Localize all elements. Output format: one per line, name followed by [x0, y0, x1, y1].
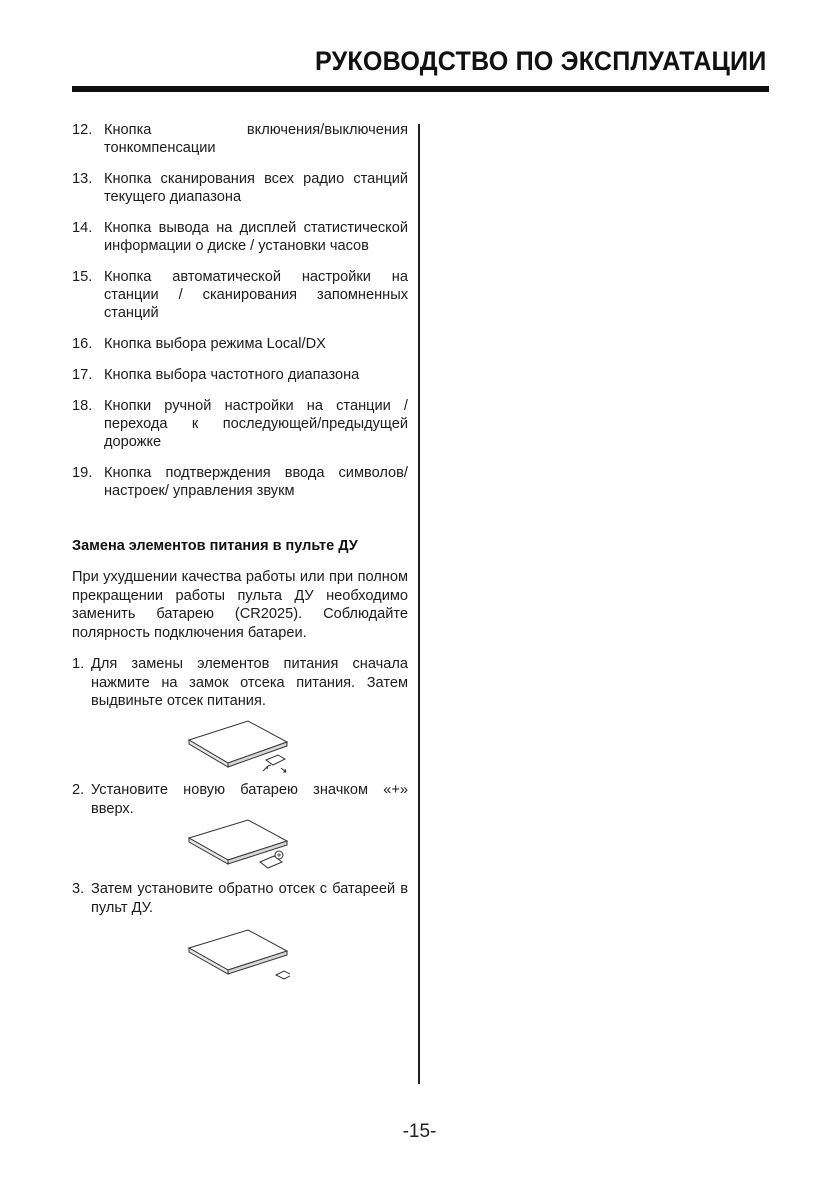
header-rule: [72, 86, 769, 92]
list-item: [72, 335, 408, 353]
list-item: [72, 366, 408, 384]
list-item-number: 18.: [72, 398, 93, 414]
list-item-number: 14.: [72, 220, 93, 236]
list-item: [72, 397, 408, 451]
list-item-text: Кнопка подтверждения ввода символов/ настроек/ управления звукм: [104, 465, 408, 499]
section-title: Замена элементов питания в пульте ДУ: [72, 538, 358, 554]
list-item-number: 17.: [72, 367, 93, 383]
list-item-number: 16.: [72, 336, 93, 352]
list-item-text: Кнопка выбора режима Local/DX: [104, 336, 326, 352]
list-item-number: 15.: [72, 269, 93, 285]
step-number: 2.: [72, 782, 85, 798]
page-number: -15-: [402, 1121, 437, 1142]
remote-battery-reinsert-illustration: [186, 928, 290, 988]
list-item: [72, 121, 408, 157]
list-item-text: Кнопка вывода на дисплей статистической информации о диске / установки часов: [104, 220, 408, 254]
step-item: [72, 655, 408, 711]
list-item-text: Кнопка автоматической настройки на станции / сканирования запомненных станций: [104, 269, 408, 321]
list-item-text: Кнопки ручной настройки на станции / перехода к последующей/предыдущей дорожке: [104, 398, 408, 450]
step-item: [72, 880, 408, 917]
button-list: [72, 121, 408, 513]
list-item-number: 13.: [72, 171, 93, 187]
list-item-text: Кнопка выбора частотного диапазона: [104, 367, 360, 383]
step-text: Установите новую батарею значком «+» вверх.: [91, 782, 408, 817]
list-item-text: Кнопка сканирования всех радио станций текущего диапазона: [104, 171, 408, 205]
step-number: 3.: [72, 881, 85, 897]
step-text: Затем установите обратно отсек с батареей в пульт ДУ.: [91, 881, 408, 916]
remote-battery-insert-illustration: [186, 818, 290, 878]
step-text: Для замены элементов питания сначала нажмите на замок отсека питания. Затем выдвиньте отсек питания.: [91, 656, 408, 709]
list-item: [72, 219, 408, 255]
list-item: [72, 170, 408, 206]
column-divider: [418, 124, 420, 1084]
list-item-number: 12.: [72, 122, 93, 138]
section-intro: При ухудшении качества работы или при полном прекращении работы пульта ДУ необходимо заменить батарею (CR2025). Соблюдайте полярность подключения батареи.: [72, 569, 408, 641]
list-item-number: 19.: [72, 465, 93, 481]
list-item: [72, 268, 408, 322]
page-title: РУКОВОДСТВО ПО ЭКСПЛУАТАЦИИ: [315, 46, 767, 76]
remote-battery-eject-illustration: [186, 718, 290, 778]
step-number: 1.: [72, 656, 85, 672]
step-item: [72, 781, 408, 818]
list-item-text: Кнопка включения/выключения тонкомпенсации: [104, 122, 408, 156]
list-item: [72, 464, 408, 500]
